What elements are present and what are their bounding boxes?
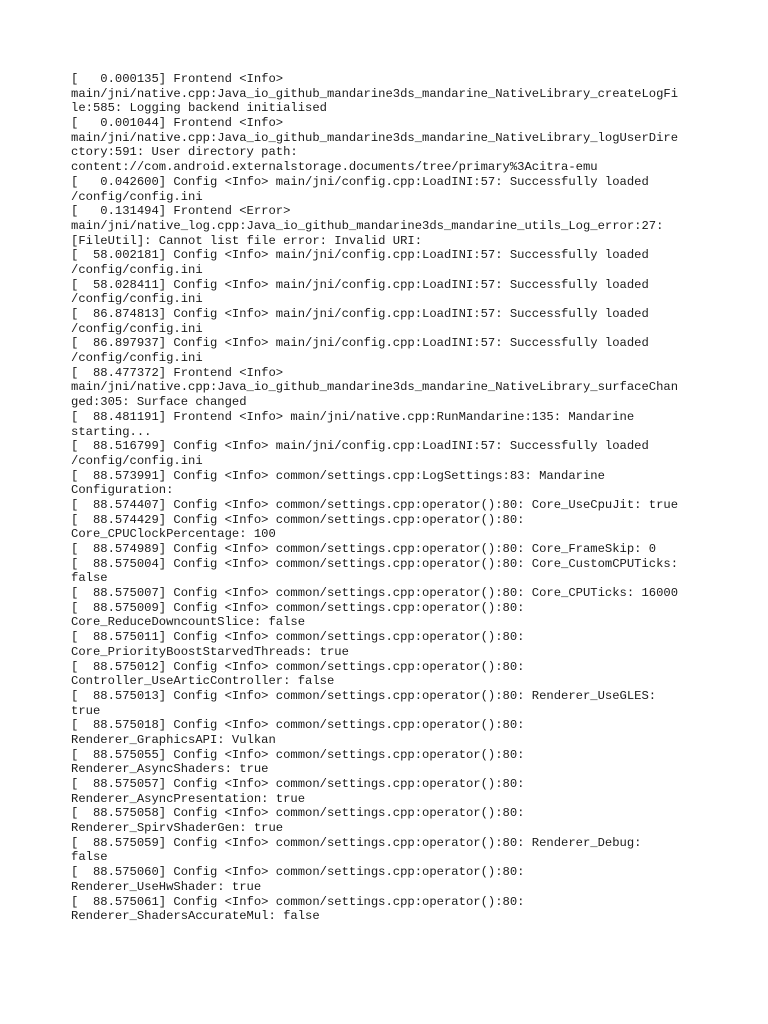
log-document xyxy=(71,72,711,924)
log-line: /config/config.ini xyxy=(71,351,203,366)
log-line: [ 0.001044] Frontend <Info> xyxy=(71,116,284,131)
log-line: /config/config.ini xyxy=(71,321,203,336)
log-line: starting... xyxy=(71,424,152,439)
log-line: [ 88.575018] Config <Info> common/settings.cpp:operator():80: xyxy=(71,718,525,733)
log-line: [ 0.131494] Frontend <Error> xyxy=(71,204,291,219)
log-line: [ 88.516799] Config <Info> main/jni/config.cpp:LoadINI:57: Successfully loaded xyxy=(71,439,649,454)
log-line: Renderer_AsyncShaders: true xyxy=(71,762,269,777)
log-line: content://com.android.externalstorage.documents/tree/primary%3Acitra-emu xyxy=(71,160,598,175)
log-line: Core_CPUClockPercentage: 100 xyxy=(71,527,276,542)
log-line: [ 88.574989] Config <Info> common/settings.cpp:operator():80: Core_FrameSkip: 0 xyxy=(71,542,657,556)
log-line: [ 88.575009] Config <Info> common/settings.cpp:operator():80: xyxy=(71,600,525,615)
log-line: [ 88.575060] Config <Info> common/settings.cpp:operator():80: xyxy=(71,865,525,880)
log-line: [ 88.575011] Config <Info> common/settings.cpp:operator():80: xyxy=(71,630,525,645)
log-line: /config/config.ini xyxy=(71,262,203,277)
log-line: [ 0.000135] Frontend <Info> xyxy=(71,72,284,86)
log-line: [FileUtil]: Cannot list file error: Invalid URI: xyxy=(71,233,423,248)
log-line: main/jni/native.cpp:Java_io_github_mandarine3ds_mandarine_NativeLibrary_surfaceChan xyxy=(71,380,679,395)
log-line: ged:305: Surface changed xyxy=(71,395,247,410)
log-line: true xyxy=(71,703,101,718)
log-line: [ 88.481191] Frontend <Info> main/jni/native.cpp:RunMandarine:135: Mandarine xyxy=(71,409,635,424)
log-line: Renderer_SpirvShaderGen: true xyxy=(71,821,284,836)
log-line: [ 58.002181] Config <Info> main/jni/config.cpp:LoadINI:57: Successfully loaded xyxy=(71,248,649,263)
log-line: [ 88.575059] Config <Info> common/settings.cpp:operator():80: Renderer_Debug: xyxy=(71,835,642,850)
log-line: [ 88.575004] Config <Info> common/settings.cpp:operator():80: Core_CustomCPUTicks: xyxy=(71,556,679,571)
log-line: false xyxy=(71,850,108,865)
log-line: [ 88.575012] Config <Info> common/settings.cpp:operator():80: xyxy=(71,659,525,674)
log-line: [ 88.575007] Config <Info> common/settings.cpp:operator():80: Core_CPUTicks: 16000 xyxy=(71,586,679,601)
log-line: Renderer_ShadersAccurateMul: false xyxy=(71,909,320,924)
log-line: Core_ReduceDowncountSlice: false xyxy=(71,615,306,630)
log-line: [ 88.575013] Config <Info> common/settings.cpp:operator():80: Renderer_UseGLES: xyxy=(71,688,657,703)
log-line: main/jni/native.cpp:Java_io_github_mandarine3ds_mandarine_NativeLibrary_logUserDire xyxy=(71,130,679,145)
log-line: /config/config.ini xyxy=(71,292,203,307)
log-line: le:585: Logging backend initialised xyxy=(71,101,327,116)
log-line: Renderer_AsyncPresentation: true xyxy=(71,791,306,806)
log-line: [ 88.574429] Config <Info> common/settings.cpp:operator():80: xyxy=(71,512,525,527)
log-line: [ 88.477372] Frontend <Info> xyxy=(71,365,284,380)
log-line: [ 88.575061] Config <Info> common/settings.cpp:operator():80: xyxy=(71,894,525,909)
log-line: [ 86.897937] Config <Info> main/jni/config.cpp:LoadINI:57: Successfully loaded xyxy=(71,336,649,351)
log-line: [ 58.028411] Config <Info> main/jni/config.cpp:LoadINI:57: Successfully loaded xyxy=(71,277,649,292)
log-line: Controller_UseArticController: false xyxy=(71,674,335,689)
log-line: Core_PriorityBoostStarvedThreads: true xyxy=(71,644,349,659)
log-line: [ 88.575055] Config <Info> common/settings.cpp:operator():80: xyxy=(71,747,525,762)
log-line: [ 88.575057] Config <Info> common/settings.cpp:operator():80: xyxy=(71,777,525,791)
log-line: [ 88.575058] Config <Info> common/settings.cpp:operator():80: xyxy=(71,806,525,821)
log-line: [ 88.573991] Config <Info> common/settings.cpp:LogSettings:83: Mandarine xyxy=(71,468,605,483)
log-line: main/jni/native_log.cpp:Java_io_github_mandarine3ds_mandarine_utils_Log_error:27: xyxy=(71,218,664,233)
log-line: Renderer_UseHwShader: true xyxy=(71,879,262,894)
log-line: /config/config.ini xyxy=(71,453,203,468)
log-line: [ 0.042600] Config <Info> main/jni/config.cpp:LoadINI:57: Successfully loaded xyxy=(71,174,649,189)
log-line: /config/config.ini xyxy=(71,189,203,204)
log-line: Configuration: xyxy=(71,483,174,498)
log-line: ctory:591: User directory path: xyxy=(71,145,298,160)
log-line: main/jni/native.cpp:Java_io_github_mandarine3ds_mandarine_NativeLibrary_createLogFi xyxy=(71,86,679,101)
log-line: Renderer_GraphicsAPI: Vulkan xyxy=(71,732,276,747)
log-line: false xyxy=(71,571,108,586)
log-line: [ 86.874813] Config <Info> main/jni/config.cpp:LoadINI:57: Successfully loaded xyxy=(71,307,649,321)
log-line: [ 88.574407] Config <Info> common/settings.cpp:operator():80: Core_UseCpuJit: true xyxy=(71,497,679,512)
